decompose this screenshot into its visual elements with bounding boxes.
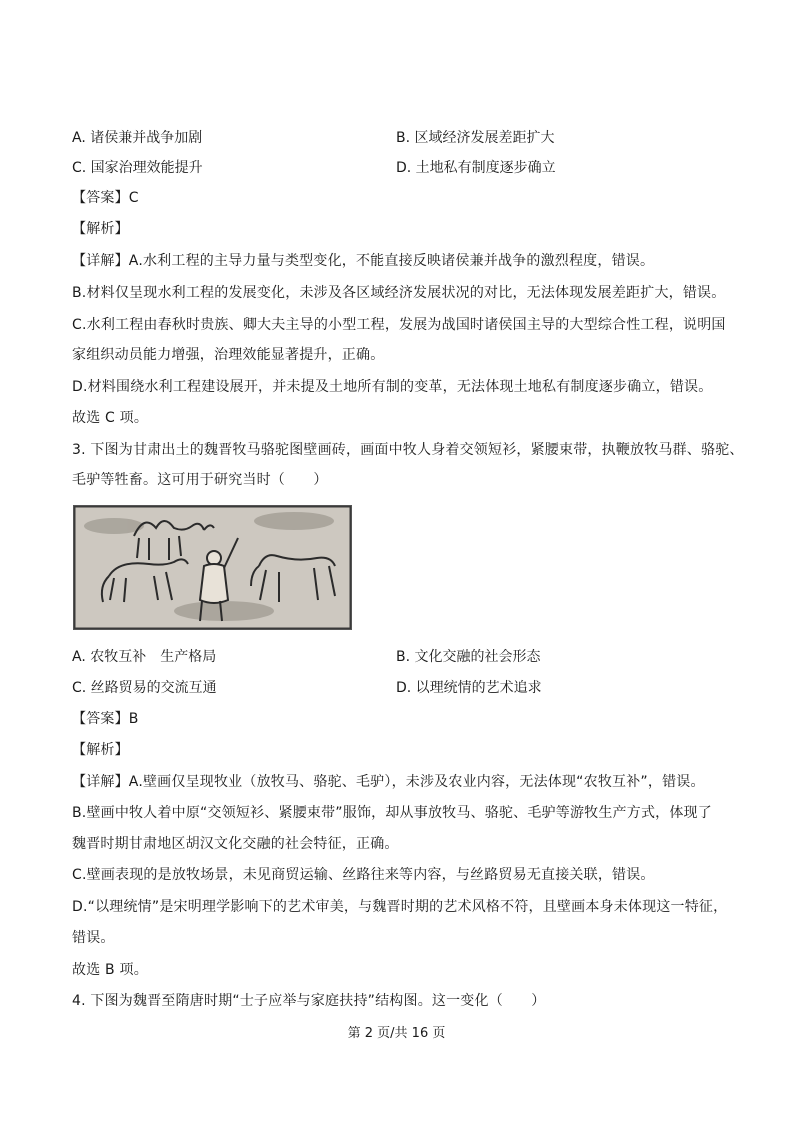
q2-detail-line: 【详解】A.水利工程的主导力量与类型变化，不能直接反映诸侯兼并战争的激烈程度，错误。 xyxy=(72,253,655,269)
q3-detail-line: 魏晋时期甘肃地区胡汉文化交融的社会特征，正确。 xyxy=(72,836,399,852)
q3-option-c: C. 丝路贸易的交流互通 xyxy=(72,680,217,696)
q2-option-d: D. 土地私有制度逐步确立 xyxy=(396,160,556,176)
q3-option-d: D. 以理统情的艺术追求 xyxy=(396,680,542,696)
q2-analysis-label: 【解析】 xyxy=(72,221,129,237)
q2-conclusion: 故选 C 项。 xyxy=(72,410,149,426)
q2-detail-line: B.材料仅呈现水利工程的发展变化，未涉及各区域经济发展状况的对比，无法体现发展差距扩大，错误。 xyxy=(72,285,726,301)
mural-drawing xyxy=(74,506,351,629)
q3-option-b: B. 文化交融的社会形态 xyxy=(396,649,541,665)
q4-stem: 4. 下图为魏晋至隋唐时期“士子应举与家庭扶持”结构图。这一变化（ ） xyxy=(72,993,546,1009)
q2-detail-line: C.水利工程由春秋时贵族、卿大夫主导的小型工程，发展为战国时诸侯国主导的大型综合性工程，说明国 xyxy=(72,317,726,333)
q3-conclusion: 故选 B 项。 xyxy=(72,962,148,978)
q3-detail-line: 【详解】A.壁画仅呈现牧业（放牧马、骆驼、毛驴），未涉及农业内容，无法体现“农牧互补”，错误。 xyxy=(72,774,705,790)
q3-stem-line: 3. 下图为甘肃出土的魏晋牧马骆驼图壁画砖，画面中牧人身着交领短衫，紧腰束带，执鞭放牧马群、骆驼、 xyxy=(72,442,744,458)
q2-option-a: A. 诸侯兼并战争加剧 xyxy=(72,130,203,146)
q3-stem-line: 毛驴等牲畜。这可用于研究当时（ ） xyxy=(72,472,328,488)
q3-detail-line: D.“以理统情”是宋明理学影响下的艺术审美，与魏晋时期的艺术风格不符，且壁画本身未体现这一特征， xyxy=(72,899,728,915)
mural-image xyxy=(73,505,352,630)
q2-detail-line: D.材料围绕水利工程建设展开，并未提及土地所有制的变革，无法体现土地私有制度逐步确立，错误。 xyxy=(72,379,713,395)
q2-detail-line: 家组织动员能力增强，治理效能显著提升，正确。 xyxy=(72,347,385,363)
q3-detail-line: 错误。 xyxy=(72,930,115,946)
q3-detail-line: B.壁画中牧人着中原“交领短衫、紧腰束带”服饰，却从事放牧马、骆驼、毛驴等游牧生产方式，体现了 xyxy=(72,805,712,821)
q3-option-a: A. 农牧互补 生产格局 xyxy=(72,649,217,665)
q2-answer: 【答案】C xyxy=(72,190,139,206)
q3-detail-line: C.壁画表现的是放牧场景，未见商贸运输、丝路往来等内容，与丝路贸易无直接关联，错误。 xyxy=(72,867,655,883)
q3-analysis-label: 【解析】 xyxy=(72,742,129,758)
page-footer: 第 2 页/共 16 页 xyxy=(347,1026,446,1041)
q2-option-c: C. 国家治理效能提升 xyxy=(72,160,203,176)
q3-answer: 【答案】B xyxy=(72,711,139,727)
q2-option-b: B. 区域经济发展差距扩大 xyxy=(396,130,555,146)
